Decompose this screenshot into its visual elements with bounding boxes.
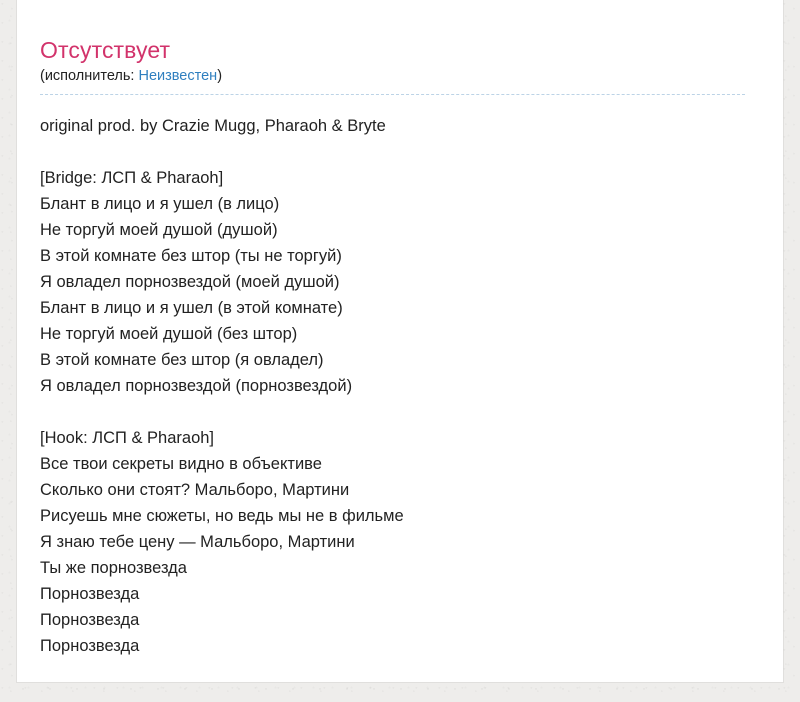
lyrics-line: [Hook: ЛСП & Pharaoh] xyxy=(40,429,215,447)
lyrics-line: Все твои секреты видно в объективе xyxy=(40,455,322,473)
artist-label-prefix: (исполнитель: xyxy=(40,68,139,84)
lyrics-blank-line xyxy=(40,139,755,165)
lyrics-line: Блант в лицо и я ушел (в лицо) xyxy=(40,195,280,213)
document-content xyxy=(40,36,755,659)
lyrics-line: Не торгуй моей душой (без штор) xyxy=(40,325,298,343)
page-title: Отсутствует xyxy=(40,37,171,63)
lyrics-line: Я знаю тебе цену — Мальборо, Мартини xyxy=(40,533,355,551)
lyrics-line: Рисуешь мне сюжеты, но ведь мы не в фильме xyxy=(40,507,404,525)
lyrics-body xyxy=(40,113,755,659)
lyrics-line: Ты же порнозвезда xyxy=(40,559,187,577)
lyrics-blank-line xyxy=(40,399,755,425)
artist-label-suffix: ) xyxy=(217,68,223,84)
lyrics-line: Порнозвезда xyxy=(40,611,140,629)
lyrics-line: В этой комнате без штор (ты не торгуй) xyxy=(40,247,342,265)
lyrics-line: original prod. by Crazie Mugg, Pharaoh & Bryte xyxy=(40,117,386,135)
lyrics-line: Сколько они стоят? Мальборо, Мартини xyxy=(40,481,350,499)
artist-line xyxy=(40,68,745,95)
artist-link[interactable]: Неизвестен xyxy=(138,68,218,84)
lyrics-line: Не торгуй моей душой (душой) xyxy=(40,221,278,239)
lyrics-line: Порнозвезда xyxy=(40,637,140,655)
document-sheet xyxy=(17,0,783,682)
lyrics-line: Блант в лицо и я ушел (в этой комнате) xyxy=(40,299,343,317)
lyrics-line: [Bridge: ЛСП & Pharaoh] xyxy=(40,169,224,187)
lyrics-line: Порнозвезда xyxy=(40,585,140,603)
lyrics-line: Я овладел порнозвездой (порнозвездой) xyxy=(40,377,353,395)
lyrics-line: Я овладел порнозвездой (моей душой) xyxy=(40,273,340,291)
lyrics-line: В этой комнате без штор (я овладел) xyxy=(40,351,324,369)
